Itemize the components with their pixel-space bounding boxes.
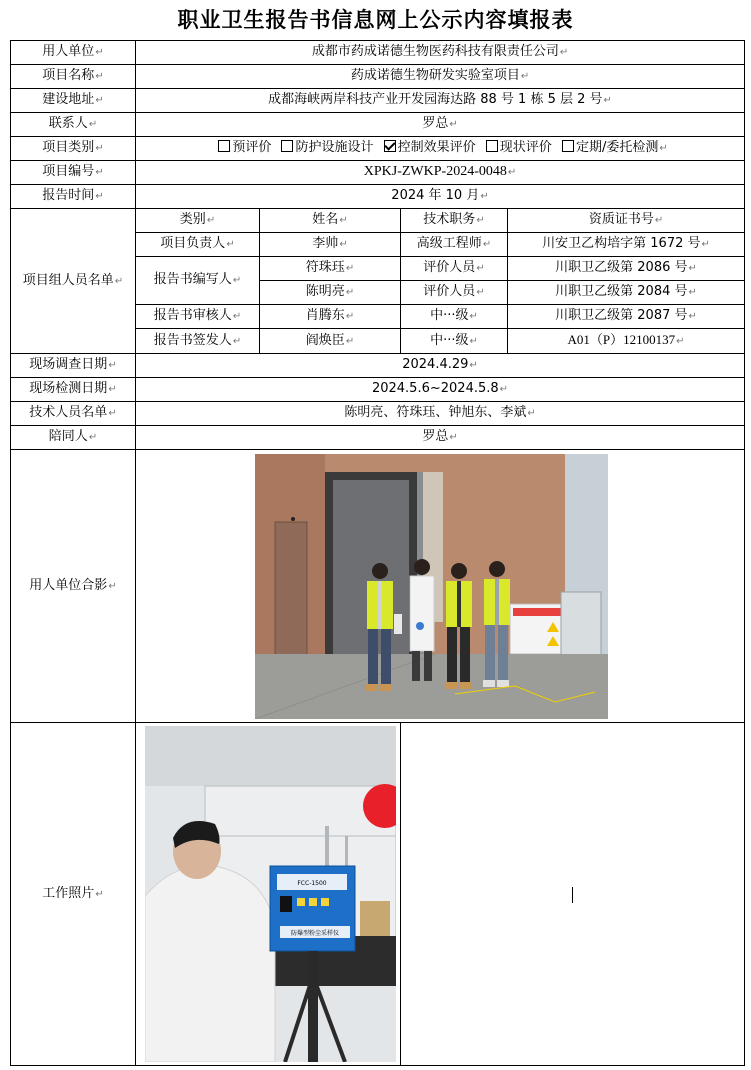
label-contact: 联系人↵ — [11, 113, 136, 137]
work-photo-cell — [136, 723, 401, 1066]
team-cert[interactable]: A01（P）12100137↵ — [508, 329, 745, 354]
label-work-photo: 工作照片↵ — [11, 723, 136, 1066]
team-role-writer: 报告书编写人↵ — [136, 257, 260, 305]
group-photo-cell — [136, 450, 745, 723]
text-cursor — [572, 887, 573, 903]
checkbox-protection-design[interactable] — [281, 140, 293, 152]
label-project-name: 项目名称↵ — [11, 65, 136, 89]
value-address[interactable]: 成都海峡两岸科技产业开发园海达路 88 号 1 栋 5 层 2 号↵ — [136, 89, 745, 113]
label-group-photo: 用人单位合影↵ — [11, 450, 136, 723]
checkbox-pre-eval[interactable] — [218, 140, 230, 152]
team-header-role: 类别↵ — [136, 209, 260, 233]
label-address: 建设地址↵ — [11, 89, 136, 113]
team-header-name: 姓名↵ — [260, 209, 401, 233]
value-tech-staff[interactable]: 陈明亮、符珠珏、钟旭东、李斌↵ — [136, 402, 745, 426]
team-title[interactable]: 评价人员↵ — [401, 281, 508, 305]
row-employer — [11, 41, 745, 65]
checkbox-periodic-test[interactable] — [562, 140, 574, 152]
label-employer: 用人单位↵ — [11, 41, 136, 65]
team-name[interactable]: 肖腾东↵ — [260, 305, 401, 329]
team-header-row — [11, 209, 745, 233]
checkbox-control-effect-eval[interactable] — [384, 140, 396, 152]
value-report-time[interactable]: 2024 年 10 月↵ — [136, 185, 745, 209]
row-escort — [11, 426, 745, 450]
team-name[interactable]: 阎焕臣↵ — [260, 329, 401, 354]
row-category — [11, 137, 745, 161]
work-photo — [145, 726, 396, 1062]
device-label: 防爆型粉尘采样仪 — [290, 930, 340, 937]
row-project-no — [11, 161, 745, 185]
row-tech-staff — [11, 402, 745, 426]
value-project-name[interactable]: 药成诺德生物研发实验室项目↵ — [136, 65, 745, 89]
value-test-date[interactable]: 2024.5.6~2024.5.8↵ — [136, 378, 745, 402]
team-name[interactable]: 符珠珏↵ — [260, 257, 401, 281]
value-employer[interactable]: 成都市药成诺德生物医药科技有限责任公司↵ — [136, 41, 745, 65]
team-cert[interactable]: 川职卫乙级第 2086 号↵ — [508, 257, 745, 281]
team-cert[interactable]: 川职卫乙级第 2087 号↵ — [508, 305, 745, 329]
team-header-cert: 资质证书号↵ — [508, 209, 745, 233]
label-report-time: 报告时间↵ — [11, 185, 136, 209]
page-title: 职业卫生报告书信息网上公示内容填报表 — [177, 8, 574, 32]
team-title[interactable]: 中···级↵ — [401, 329, 508, 354]
label-survey-date: 现场调查日期↵ — [11, 354, 136, 378]
row-work-photo — [11, 723, 745, 1066]
label-test-date: 现场检测日期↵ — [11, 378, 136, 402]
label-escort: 陪同人↵ — [11, 426, 136, 450]
team-header-title: 技术职务↵ — [401, 209, 508, 233]
label-project-no: 项目编号↵ — [11, 161, 136, 185]
team-name[interactable]: 陈明亮↵ — [260, 281, 401, 305]
row-survey-date — [11, 354, 745, 378]
row-group-photo — [11, 450, 745, 723]
label-tech-staff: 技术人员名单↵ — [11, 402, 136, 426]
team-cert[interactable]: 川职卫乙级第 2084 号↵ — [508, 281, 745, 305]
row-project-name — [11, 65, 745, 89]
team-cert[interactable]: 川安卫乙构培字第 1672 号↵ — [508, 233, 745, 257]
value-category: 预评价 防护设施设计 控制效果评价 现状评价 定期/委托检测↵ — [136, 137, 745, 161]
device-model: FCC-1500 — [297, 880, 327, 887]
row-report-time — [11, 185, 745, 209]
team-title[interactable]: 高级工程师↵ — [401, 233, 508, 257]
row-test-date — [11, 378, 745, 402]
team-title[interactable]: 评价人员↵ — [401, 257, 508, 281]
team-name[interactable]: 李帅↵ — [260, 233, 401, 257]
group-photo — [255, 454, 608, 719]
value-survey-date[interactable]: 2024.4.29↵ — [136, 354, 745, 378]
row-contact — [11, 113, 745, 137]
team-role-reviewer: 报告书审核人↵ — [136, 305, 260, 329]
team-role-leader: 项目负责人↵ — [136, 233, 260, 257]
label-category: 项目类别↵ — [11, 137, 136, 161]
team-role-issuer: 报告书签发人↵ — [136, 329, 260, 354]
value-project-no[interactable]: XPKJ-ZWKP-2024-0048↵ — [136, 161, 745, 185]
value-contact[interactable]: 罗总↵ — [136, 113, 745, 137]
checkbox-status-eval[interactable] — [486, 140, 498, 152]
team-title[interactable]: 中···级↵ — [401, 305, 508, 329]
value-escort[interactable]: 罗总↵ — [136, 426, 745, 450]
label-team: 项目组人员名单↵ — [11, 209, 136, 354]
row-address — [11, 89, 745, 113]
work-photo-empty-cell[interactable] — [401, 723, 745, 1066]
form-table — [10, 40, 745, 1066]
